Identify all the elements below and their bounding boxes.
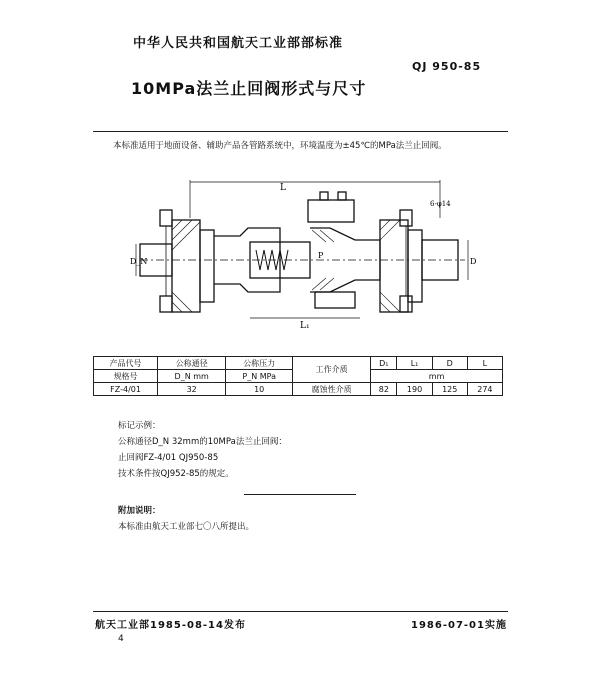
th-spec-no: 规格号 bbox=[94, 370, 158, 383]
spec-table bbox=[93, 356, 503, 396]
additional-note bbox=[118, 503, 254, 535]
cell-l1: 190 bbox=[397, 383, 432, 396]
example-line: 公称通径D_N 32mm的10MPa法兰止回阀： bbox=[118, 437, 287, 447]
standard-code: QJ 950-85 bbox=[412, 60, 482, 73]
th-l: L bbox=[467, 357, 502, 370]
dim-label-L1: L₁ bbox=[300, 321, 310, 330]
issuing-organization: 中华人民共和国航天工业部部标准 bbox=[133, 36, 344, 51]
implementation-date: 1986-07-01实施 bbox=[411, 620, 507, 631]
page-number: 4 bbox=[118, 634, 124, 644]
th-nominal-dia: 公称通径 bbox=[158, 357, 226, 370]
th-d1: D₁ bbox=[371, 357, 397, 370]
cell-dn: 32 bbox=[158, 383, 226, 396]
th-unit: mm bbox=[371, 370, 503, 383]
th-nominal-pressure: 公称压力 bbox=[226, 357, 293, 370]
dim-label-DN: D_N bbox=[130, 257, 148, 266]
publish-date: 航天工业部1985-08-14发布 bbox=[95, 620, 246, 631]
cell-l: 274 bbox=[467, 383, 502, 396]
cell-code: FZ-4/01 bbox=[94, 383, 158, 396]
example-line: 技术条件按QJ952-85的规定。 bbox=[118, 469, 234, 479]
note-heading: 附加说明： bbox=[118, 506, 161, 516]
th-l1: L₁ bbox=[397, 357, 432, 370]
marking-example bbox=[118, 418, 287, 482]
footer-rule bbox=[93, 611, 508, 612]
cell-pn: 10 bbox=[226, 383, 293, 396]
th-product-code: 产品代号 bbox=[94, 357, 158, 370]
th-dn-mm: D_N mm bbox=[158, 370, 226, 383]
section-divider bbox=[244, 494, 356, 495]
table-row bbox=[94, 383, 503, 396]
scope-paragraph: 本标准适用于地面设备、辅助产品各管路系统中，环境温度为±45℃的MPa法兰止回阀。 bbox=[113, 141, 447, 151]
cell-medium: 腐蚀性介质 bbox=[293, 383, 371, 396]
th-d: D bbox=[432, 357, 467, 370]
cell-d1: 82 bbox=[371, 383, 397, 396]
example-heading: 标记示例： bbox=[118, 421, 161, 431]
th-pn-mpa: P_N MPa bbox=[226, 370, 293, 383]
example-line: 止回阀FZ-4/01 QJ950-85 bbox=[118, 453, 219, 463]
dim-label-L: L bbox=[280, 183, 286, 193]
note-line: 本标准由航天工业部七〇八所提出。 bbox=[118, 522, 255, 532]
dim-label-D: D bbox=[470, 257, 477, 266]
dim-label-P: P bbox=[318, 251, 324, 260]
th-medium: 工作介质 bbox=[293, 357, 371, 383]
valve-drawing bbox=[130, 180, 480, 330]
header-rule bbox=[93, 131, 508, 132]
cell-d: 125 bbox=[432, 383, 467, 396]
dim-label-bolt: 6-φ14 bbox=[430, 200, 451, 208]
document-title: 10MPa法兰止回阀形式与尺寸 bbox=[131, 79, 367, 98]
